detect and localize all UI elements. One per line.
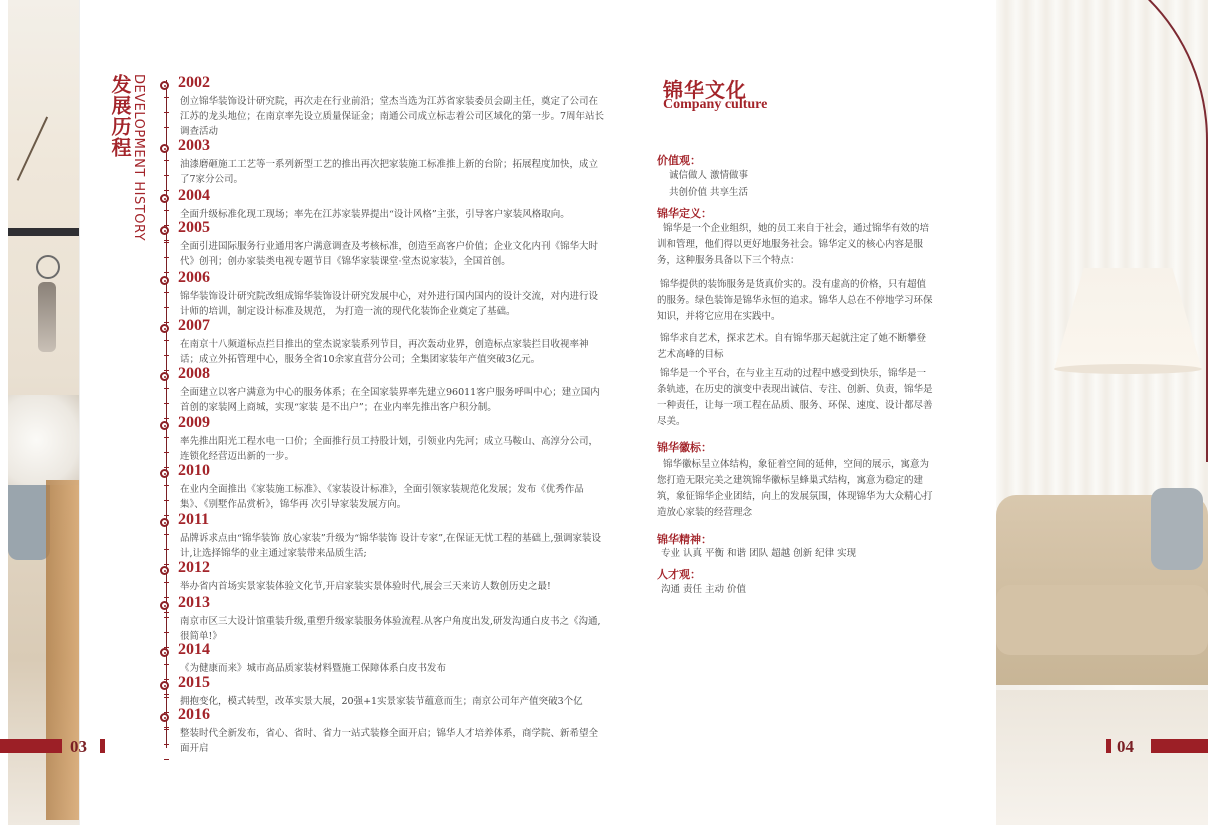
timeline-dot xyxy=(160,518,169,527)
timeline-text: 整装时代全新发布，省心、省时、省力一站式装修全面开启；锦华人才培养体系，商学院、新希望全面开启 xyxy=(180,728,599,754)
timeline-dot xyxy=(160,81,169,90)
timeline-year: 2008 xyxy=(178,365,210,382)
values-line: 诚信做人 激情做事 xyxy=(669,170,749,181)
timeline-tick xyxy=(164,582,169,583)
timeline-text: 在业内全面推出《家装施工标准》、《家装设计标准》，全面引领家装规范化发展；发布《优秀作品集》、《别墅作品赏析》，锦华再 次引导家装发展方向。 xyxy=(180,484,584,510)
timeline-tick xyxy=(164,612,169,613)
timeline-tick xyxy=(164,549,169,550)
talent-line: 沟通 责任 主动 价值 xyxy=(661,584,747,595)
timeline-tick xyxy=(164,210,169,211)
photo-shelf xyxy=(8,228,79,236)
section-heading-definition: 锦华定义： xyxy=(657,207,712,220)
timeline-tick xyxy=(164,160,169,161)
photo-lamp-shade-bottom xyxy=(1054,364,1202,374)
timeline-tick xyxy=(164,240,169,241)
timeline-tick xyxy=(164,452,169,453)
timeline-tick xyxy=(164,292,169,293)
timeline-year: 2004 xyxy=(178,187,210,204)
logo-paragraph: 锦华徽标呈立体结构，象征着空间的延伸，空间的展示，寓意为您打造无限完美之建筑锦华徽标呈蜂巢式结构，寓意为稳定的建筑，象征锦华企业团结，向上的发展氛围，体现锦华为大众精心打造放心家装的经营理念 xyxy=(657,459,933,518)
page-number-bar xyxy=(100,739,105,753)
photo-sofa-cushion xyxy=(996,585,1208,655)
timeline-tick xyxy=(164,632,169,633)
timeline-tick xyxy=(164,744,169,745)
timeline-year: 2012 xyxy=(178,559,210,576)
timeline-dot xyxy=(160,372,169,381)
photo-dreamcatcher xyxy=(36,255,60,279)
timeline-text: 率先推出阳光工程水电一口价；全面推行员工持股计划，引领业内先河；成立马鞍山、高淳分公司，连锁化经营迈出新的一步。 xyxy=(180,436,599,462)
timeline-text: 锦华装饰设计研究院改组成锦华装饰设计研究发展中心，对外进行国内国内的设计交流，对内进行设计师的培训，制定设计标准及规范， 为打造一流的现代化装饰企业奠定了基础。 xyxy=(180,291,599,317)
timeline-tick xyxy=(164,697,169,698)
timeline-dot xyxy=(160,713,169,722)
page-number-bar xyxy=(1151,739,1208,753)
timeline-tick xyxy=(164,617,169,618)
page-gutter xyxy=(79,0,80,825)
timeline-tick xyxy=(164,403,169,404)
timeline-tick xyxy=(164,112,169,113)
timeline-dot xyxy=(160,421,169,430)
timeline-year: 2015 xyxy=(178,674,210,691)
timeline-tick xyxy=(164,242,169,243)
timeline-tick xyxy=(164,534,169,535)
timeline-dot xyxy=(160,276,169,285)
timeline-tick xyxy=(164,322,169,323)
timeline-year: 2006 xyxy=(178,269,210,286)
timeline-year: 2011 xyxy=(178,511,210,528)
photo-floor xyxy=(996,690,1208,825)
section-heading-logo: 锦华徽标： xyxy=(657,441,712,454)
timeline-tick xyxy=(164,370,169,371)
timeline-tick xyxy=(164,500,169,501)
timeline-year: 2014 xyxy=(178,641,210,658)
page-number-right xyxy=(1100,739,1208,754)
timeline-tick xyxy=(164,759,169,760)
photo-wooden-chair xyxy=(46,480,79,820)
timeline-text: 举办省内首场实景家装体验文化节,开启家装实景体验时代,展会三天来访人数创历史之最! xyxy=(180,581,551,592)
section-heading-values: 价值观： xyxy=(657,154,701,167)
culture-title-cn: 锦华文化 xyxy=(663,78,747,102)
timeline-tick xyxy=(164,679,169,680)
definition-paragraph: 锦华提供的装饰服务是货真价实的。没有虚高的价格，只有超值的服务。绿色装饰是锦华永恒的追求。锦华人总在不停地学习环保知识，并将它应用在实践中。 xyxy=(657,279,933,322)
timeline-tick xyxy=(164,190,169,191)
timeline-tick xyxy=(164,467,169,468)
timeline-tick xyxy=(164,515,169,516)
timeline-text: 拥抱变化，模式转型，改革实景大展，20强+1实景家装节蕴意而生；南京公司年产值突破3个亿 xyxy=(180,696,583,707)
timeline-text: 全面引进国际服务行业通用客户满意调查及考核标准，创造至高客户价值；企业文化内刊《锦华大时代》创刊；创办家装类电视专题节目《锦华家装课堂·堂杰说家装》，全国首创。 xyxy=(180,241,599,267)
values-line: 共创价值 共享生活 xyxy=(669,187,749,198)
right-interior-photo xyxy=(996,0,1208,825)
timeline-year: 2002 xyxy=(178,74,210,91)
timeline-tick xyxy=(164,727,169,728)
page-number-bar xyxy=(0,739,62,753)
timeline-tick xyxy=(164,175,169,176)
timeline-tick xyxy=(164,564,169,565)
history-title-en: DEVELOPMENT HISTORY xyxy=(131,74,146,242)
photo-fur-rug xyxy=(8,395,79,485)
timeline-dot xyxy=(160,469,169,478)
culture-title-en: Company culture xyxy=(663,97,768,112)
timeline-text: 南京市区三大设计馆重装升级,重塑升级家装服务体验流程.从客户角度出发,研发沟通白皮书之《沟通,很简单!》 xyxy=(180,616,601,642)
page-number-bar xyxy=(1106,739,1111,753)
timeline-tick xyxy=(164,729,169,730)
timeline-tick xyxy=(164,307,169,308)
timeline-text: 全面建立以客户满意为中心的服务体系；在全国家装界率先建立96011客户服务呼叫中心；建立国内首创的家装网上商城，实现“家装 是不出户”；在业内率先推出客户积分制。 xyxy=(180,387,600,413)
timeline-tick xyxy=(164,437,169,438)
timeline-tick xyxy=(164,355,169,356)
timeline-year: 2013 xyxy=(178,594,210,611)
timeline-dot xyxy=(160,194,169,203)
spirit-line: 专业 认真 平衡 和谐 团队 超越 创新 纪律 实现 xyxy=(661,548,857,559)
timeline-year: 2005 xyxy=(178,219,210,236)
photo-sofa-pillow xyxy=(1151,488,1203,570)
photo-arc-lamp xyxy=(996,0,1208,462)
timeline-tick xyxy=(164,597,169,598)
page-number-left xyxy=(0,739,110,754)
definition-paragraph: 锦华求自艺术，探求艺术。自有锦华那天起就注定了她不断攀登艺术高峰的目标 xyxy=(657,333,927,360)
definition-paragraph: 锦华是一个平台，在与业主互动的过程中感受到快乐，锦华是一条轨迹，在历史的演变中表现出诚信、专注、创新、负责，锦华是一种责任，让每一项工程在品质、服务、环保、速度、设计都尽善尽美。 xyxy=(657,368,933,427)
section-heading-talent: 人才观： xyxy=(657,568,701,581)
timeline-year: 2016 xyxy=(178,706,210,723)
page-number-text: 03 xyxy=(70,737,87,756)
timeline-text: 在南京十八频道标点拦目推出的堂杰说家装系列节目，再次轰动业界，创造标点家装拦目收视率神话；成立外拓管理中心，服务全省10余家直营分公司；全集团家装年产值突破3亿元。 xyxy=(180,339,589,365)
timeline-dot xyxy=(160,681,169,690)
page-number-text: 04 xyxy=(1117,737,1134,756)
timeline-dot xyxy=(160,324,169,333)
timeline-year: 2003 xyxy=(178,137,210,154)
timeline-dot xyxy=(160,144,169,153)
timeline-text: 品牌诉求点由“锦华装饰 放心家装”升级为“锦华装饰 设计专家”,在保证无忧工程的基础上,强调家装设计,让选择锦华的业主通过家装带来品质生活; xyxy=(180,533,602,559)
timeline-text: 全面升级标准化现工现场；率先在江苏家装界提出“设计风格”主张，引导客户家装风格取向。 xyxy=(180,209,570,220)
timeline-tick xyxy=(164,272,169,273)
timeline-year: 2010 xyxy=(178,462,210,479)
timeline-dot xyxy=(160,566,169,575)
timeline-text: 《为健康而来》城市高品质家装材料暨施工保障体系白皮书发布 xyxy=(180,663,447,674)
timeline-tick xyxy=(164,694,169,695)
timeline-tick xyxy=(164,97,169,98)
timeline-text: 创立锦华装饰设计研究院，再次走在行业前沿；堂杰当选为江苏省家装委员会副主任，奠定了公司在江苏的龙头地位；在南京率先设立质量保证金；南通公司成立标志着公司区域化的第一步。7周年站长调查活动 xyxy=(180,96,605,137)
timeline-year: 2009 xyxy=(178,414,210,431)
timeline-dot xyxy=(160,226,169,235)
timeline-dot xyxy=(160,601,169,610)
definition-paragraph: 锦华是一个企业组织，她的员工来自于社会，通过锦华有效的培训和管理，他们得以更好地服务社会。锦华定义的核心内容是服务，这种服务具备以下三个特点： xyxy=(657,223,930,266)
history-title-cn: 发展历程 xyxy=(108,74,132,158)
timeline-tick xyxy=(164,664,169,665)
timeline-dot xyxy=(160,648,169,657)
timeline-tick xyxy=(164,418,169,419)
timeline-tick xyxy=(164,485,169,486)
timeline-tick xyxy=(164,340,169,341)
timeline-tick xyxy=(164,127,169,128)
section-heading-spirit: 锦华精神： xyxy=(657,533,712,546)
timeline-tick xyxy=(164,257,169,258)
photo-branch-decoration xyxy=(17,117,76,194)
photo-feathers xyxy=(38,282,56,352)
left-interior-photo xyxy=(8,0,79,825)
timeline-text: 油漆磨砸施工工艺等一系列新型工艺的推出再次把家装施工标准推上新的台阶；拓展程度加快，成立了7家分公司。 xyxy=(180,159,599,185)
timeline-year: 2007 xyxy=(178,317,210,334)
timeline-tick xyxy=(164,388,169,389)
